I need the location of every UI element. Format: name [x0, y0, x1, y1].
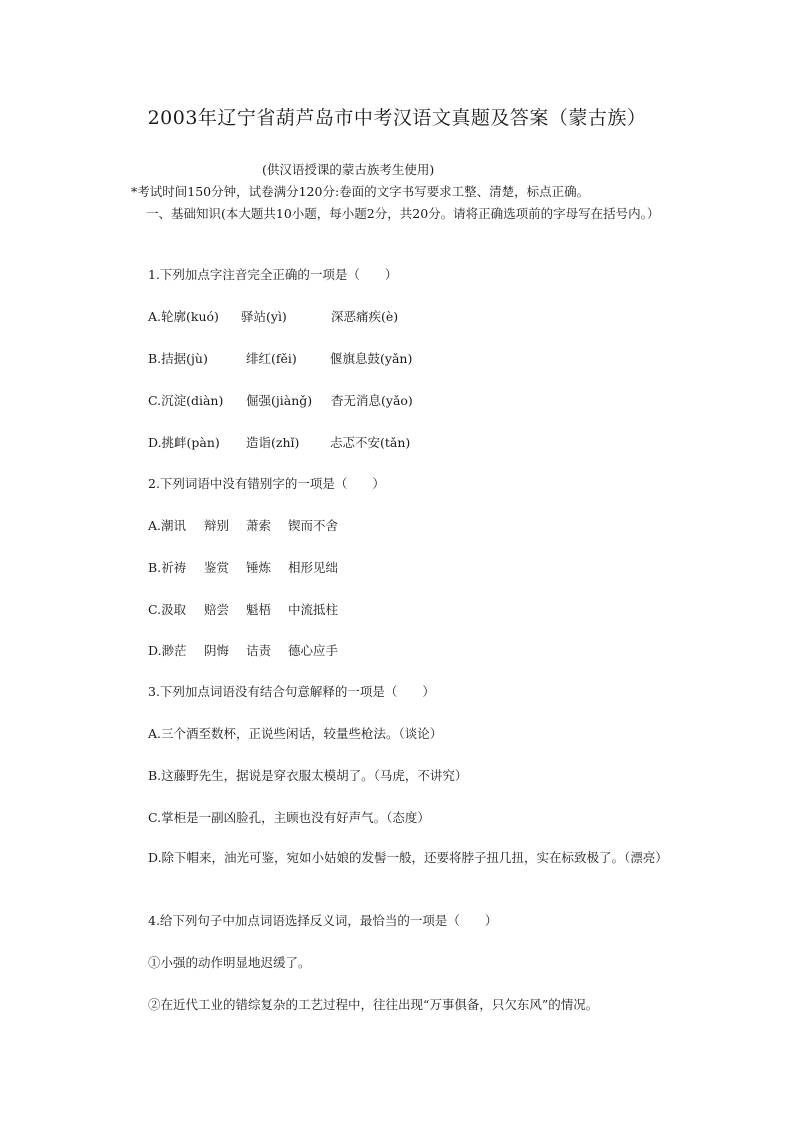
q1-option-c: C.沉淀(diàn) 倔强(jiànǧ) 杳无消息(yǎo) [148, 393, 413, 408]
q2-option-c: C.汲取 赔尝 魁梧 中流抵柱 [148, 602, 339, 617]
exam-instructions: *考试时间150分钟，试卷满分120分:卷面的文字书写要求工整、清楚，标点正确。 [131, 184, 590, 199]
question-1-stem: 1.下列加点字注音完全正确的一项是（ ） [148, 267, 398, 282]
q3-option-a: A.三个酒至数杯，正说些闲话，较量些枪法。（谈论） [148, 726, 443, 741]
q1-option-d: D.挑衅(pàn) 造诣(zhǐ) 忐忑不安(tǎn) [148, 435, 411, 450]
q2-option-d: D.渺茫 阴悔 诘责 德心应手 [148, 643, 339, 658]
q1-option-b: B.拮据(jù) 绯红(fěi) 偃旗息鼓(yǎn) [148, 351, 413, 366]
document-title: 2003年辽宁省葫芦岛市中考汉语文真题及答案（蒙古族） [147, 107, 647, 129]
q4-sentence-2: ②在近代工业的错综复杂的工艺过程中，往往出现“万事俱备，只欠东风”的情况。 [148, 997, 599, 1012]
q4-sentence-1: ①小强的动作明显地迟缓了。 [148, 955, 311, 970]
question-2-stem: 2.下列词语中没有错别字的一项是（ ） [148, 476, 385, 491]
q3-option-b: B.这藤野先生，据说是穿衣服太模胡了。（马虎，不讲究） [148, 768, 468, 783]
q2-option-a: A.潮讯 辩别 萧索 锲而不舍 [148, 518, 339, 533]
q2-option-b: B.祈祷 鉴赏 锤炼 相形见绌 [148, 560, 339, 575]
question-4-stem: 4.给下列句子中加点词语选择反义词，最恰当的一项是（ ） [148, 913, 498, 928]
q1-option-a: A.轮廓(kuó) 驿站(yì) 深恶痛疾(è) [148, 309, 399, 324]
q3-option-c: C.掌柜是一副凶脸孔，主顾也没有好声气。（态度） [148, 810, 430, 825]
q3-option-d: D.除下帽来，油光可鉴，宛如小姑娘的发髻一般，还要将脖子扭几扭，实在标致极了。（漂亮） [148, 850, 668, 865]
subtitle: (供汉语授课的蒙古族考生使用) [262, 162, 435, 177]
section-heading: 一、基础知识(本大题共10小题，每小题2分，共20分。请将正确选项前的字母写在括号内。） [146, 206, 660, 221]
question-3-stem: 3.下列加点词语没有结合句意解释的一项是（ ） [148, 684, 435, 699]
